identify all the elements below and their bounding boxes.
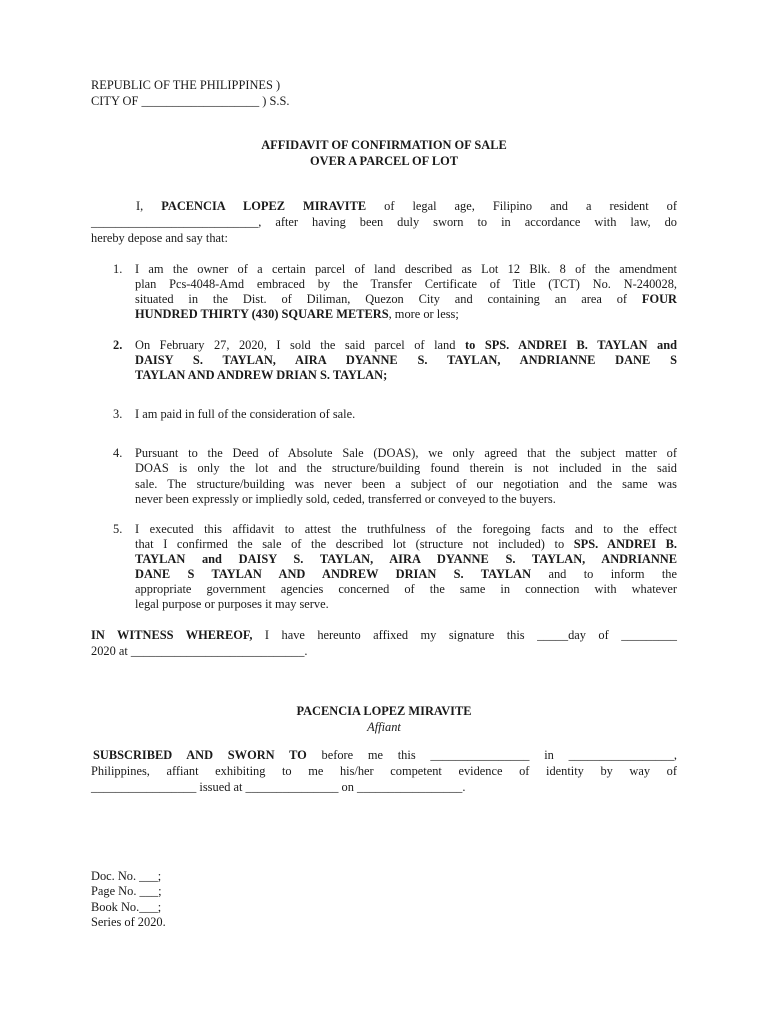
item-2-line-2: DAISY S. TAYLAN, AIRA DYANNE S. TAYLAN, ANDRIANNE DANE S [135, 353, 677, 367]
item-5-line-4 [135, 567, 677, 582]
page-number: Page No. ___; [91, 884, 162, 898]
item-5-line-1: I executed this affidavit to attest the truthfulness of the foregoing facts and to the effect [135, 522, 677, 536]
signature-role: Affiant [367, 720, 401, 734]
witness-bold: IN WITNESS WHEREOF, [91, 628, 253, 642]
item-1-text: situated in the Dist. of Diliman, Quezon City and containing an area of [135, 292, 642, 306]
item-5-buyers-end: DANE S TAYLAN AND ANDREW DRIAN S. TAYLAN [135, 567, 532, 581]
signature-name: PACENCIA LOPEZ MIRAVITE [296, 704, 472, 718]
item-5-number: 5. [113, 522, 123, 536]
item-1-line-4 [135, 307, 459, 322]
item-2-text: On February 27, 2020, I sold the said parcel of land [135, 338, 465, 352]
item-5-line-6: legal purpose or purposes it may serve. [135, 597, 329, 611]
intro-line-3: hereby depose and say that: [91, 231, 228, 245]
item-4-number: 4. [113, 446, 123, 460]
item-2-line-1 [135, 338, 677, 353]
intro-line-2: ___________________________, after having been duly sworn to in accordance with law, do [91, 215, 677, 229]
jurat-line-2: Philippines, affiant exhibiting to me his/her competent evidence of identity by way of [91, 764, 677, 778]
header-city: CITY OF ___________________ ) S.S. [91, 94, 290, 108]
item-5-inform: and to inform the [531, 567, 677, 581]
item-2-number: 2. [113, 338, 123, 352]
item-4-line-4: never been expressly or impliedly sold, ceded, transferred or conveyed to the buyers. [135, 492, 556, 506]
item-1-area-bold: FOUR [641, 292, 677, 306]
header-republic: REPUBLIC OF THE PHILIPPINES ) [91, 78, 281, 92]
title-line-2: OVER A PARCEL OF LOT [309, 154, 459, 168]
item-4-line-2: DOAS is only the lot and the structure/building found therein is not included in the said [135, 461, 677, 475]
title-line-1: AFFIDAVIT OF CONFIRMATION OF SALE [261, 138, 507, 152]
doc-number: Doc. No. ___; [91, 869, 162, 883]
jurat-bold: SUBSCRIBED AND SWORN TO [93, 748, 307, 762]
jurat-text: before me this ________________ in _________________, [306, 748, 677, 762]
item-1-number: 1. [113, 262, 123, 276]
intro-pre: I, [136, 199, 162, 213]
witness-line-2: 2020 at ____________________________. [91, 644, 308, 658]
item-4-line-1: Pursuant to the Deed of Absolute Sale (DOAS), we only agreed that the subject matter of [135, 446, 677, 460]
item-1-line-3 [135, 292, 677, 307]
series-year: Series of 2020. [91, 915, 166, 929]
item-1-line-1: I am the owner of a certain parcel of land described as Lot 12 Blk. 8 of the amendment [135, 262, 677, 276]
item-3-line-1: I am paid in full of the consideration of sale. [135, 407, 356, 421]
item-1-area: HUNDRED THIRTY (430) SQUARE METERS [135, 307, 389, 321]
witness-text: I have hereunto affixed my signature this _____day of _________ [252, 628, 677, 642]
item-5-line-2 [135, 537, 677, 552]
jurat-line-3: _________________ issued at _______________ on _________________. [91, 780, 466, 794]
item-1-tail: , more or less; [388, 307, 459, 321]
item-2-line-3: TAYLAN AND ANDREW DRIAN S. TAYLAN; [135, 368, 388, 382]
affiant-name: PACENCIA LOPEZ MIRAVITE [161, 199, 367, 213]
book-number: Book No.___; [91, 900, 162, 914]
item-5-line-5: appropriate government agencies concerned of the same in connection with whatever [135, 582, 677, 596]
witness-line-1 [91, 628, 677, 643]
intro-line-1 [136, 199, 677, 214]
jurat-line-1 [93, 748, 677, 763]
item-5-buyers-bold: SPS. ANDREI B. [573, 537, 677, 551]
item-1-line-2: plan Pcs-4048-Amd embraced by the Transfer Certificate of Title (TCT) No. N-240028, [135, 277, 677, 291]
item-5-text: that I confirmed the sale of the described lot (structure not included) to [135, 537, 574, 551]
intro-post: of legal age, Filipino and a resident of [366, 199, 678, 213]
item-5-line-3: TAYLAN and DAISY S. TAYLAN, AIRA DYANNE S. TAYLAN, ANDRIANNE [135, 552, 677, 566]
item-4-line-3: sale. The structure/building was never been a subject of our negotiation and the same was [135, 477, 677, 491]
item-3-number: 3. [113, 407, 123, 421]
item-2-buyers-bold: to SPS. ANDREI B. TAYLAN and [464, 338, 677, 352]
